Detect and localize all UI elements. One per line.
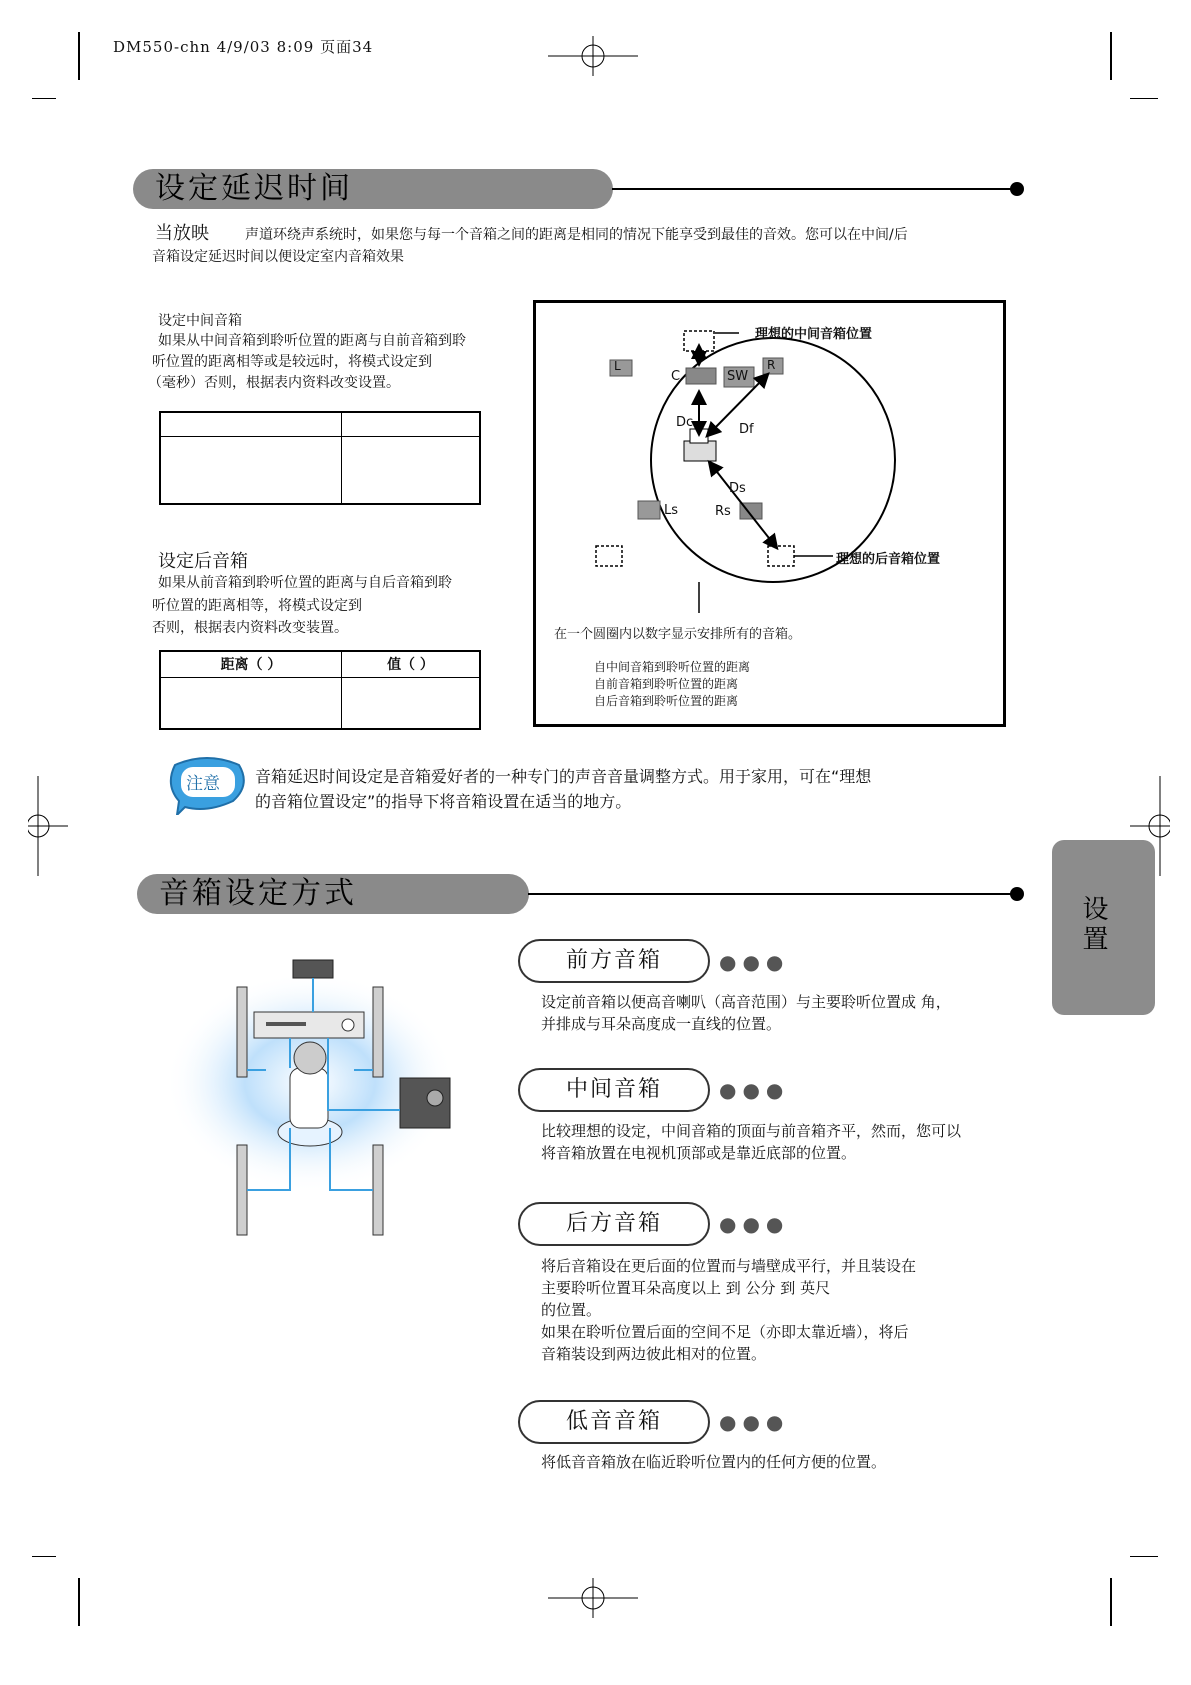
crop-mark bbox=[1110, 1578, 1112, 1626]
crop-mark bbox=[32, 1556, 56, 1557]
speaker-Ls-label: Ls bbox=[664, 503, 679, 518]
section-rule-dot bbox=[1010, 182, 1024, 196]
front-speakers-line-1: 设定前音箱以便高音喇叭（高音范围）与主要聆听位置成 角， bbox=[541, 993, 951, 1011]
table-cell bbox=[160, 436, 342, 504]
title-dots: ●●● bbox=[719, 1212, 790, 1236]
note-line-2: 的音箱位置设定”的指导下将音箱设置在适当的地方。 bbox=[255, 792, 632, 811]
definition-Dc: 自中间音箱到聆听位置的距离 bbox=[594, 660, 751, 674]
rear-speakers-line-2: 主要聆听位置耳朵高度以上 到 公分 到 英尺 bbox=[541, 1279, 831, 1297]
diagram-caption: 在一个圆圈内以数字显示安排所有的音箱。 bbox=[554, 627, 802, 642]
center-speaker-title: 中间音箱 bbox=[518, 1068, 710, 1112]
center-setting-line-2: 听位置的距离相等或是较远时，将模式设定到 bbox=[152, 354, 432, 370]
rear-setting-line-3: 否则，根据表内资料改变装置。 bbox=[152, 620, 348, 636]
note-badge-label: 注意 bbox=[186, 774, 220, 794]
speaker-Rs-label: Rs bbox=[715, 504, 731, 519]
table-cell bbox=[342, 412, 481, 436]
home-theater-illustration bbox=[170, 950, 470, 1240]
note-line-1: 音箱延迟时间设定是音箱爱好者的一种专门的声音音量调整方式。用于家用，可在“理想 bbox=[255, 767, 872, 786]
label-ideal-rear: 理想的后音箱位置 bbox=[836, 552, 941, 567]
subwoofer-line-1: 将低音音箱放在临近聆听位置内的任何方便的位置。 bbox=[541, 1453, 887, 1471]
speaker-layout-diagram bbox=[533, 300, 1006, 727]
subwoofer-title: 低音音箱 bbox=[518, 1400, 710, 1444]
crop-mark bbox=[1110, 32, 1112, 80]
rear-delay-table bbox=[159, 650, 481, 730]
center-speaker-line-2: 将音箱放置在电视机顶部或是靠近底部的位置。 bbox=[541, 1144, 857, 1162]
crop-mark bbox=[78, 32, 80, 80]
speaker-L-label: L bbox=[614, 359, 621, 373]
rear-speakers-line-5: 音箱装设到两边彼此相对的位置。 bbox=[541, 1345, 767, 1363]
title-dots: ●●● bbox=[719, 950, 790, 974]
section-title-placement: 音箱设定方式 bbox=[137, 874, 529, 914]
front-speakers-line-2: 并排成与耳朵高度成一直线的位置。 bbox=[541, 1015, 782, 1033]
rear-speakers-title: 后方音箱 bbox=[518, 1202, 710, 1246]
registration-mark-bottom bbox=[548, 1578, 638, 1618]
table-cell bbox=[160, 412, 342, 436]
table-cell bbox=[160, 677, 342, 729]
crop-mark bbox=[32, 98, 56, 99]
crop-mark bbox=[1130, 98, 1158, 99]
speaker-C-label: C bbox=[671, 369, 681, 384]
rear-setting-line-2: 听位置的距离相等，将模式设定到 bbox=[152, 598, 362, 614]
crop-mark bbox=[1130, 1556, 1158, 1557]
center-delay-table bbox=[159, 411, 481, 505]
title-dots: ●●● bbox=[719, 1410, 790, 1434]
registration-mark-left bbox=[28, 776, 68, 876]
definition-Ds: 自后音箱到聆听位置的距离 bbox=[594, 694, 739, 708]
center-setting-heading: 设定中间音箱 bbox=[158, 313, 242, 329]
section-rule bbox=[612, 188, 1012, 190]
rear-setting-line-1: 如果从前音箱到聆听位置的距离与自后音箱到聆 bbox=[158, 575, 452, 591]
table-cell bbox=[342, 677, 481, 729]
label-ideal-center: 理想的中间音箱位置 bbox=[755, 327, 873, 342]
rear-speakers-line-1: 将后音箱设在更后面的位置而与墙壁成平行，并且装设在 bbox=[541, 1257, 917, 1275]
intro-lead: 当放映 bbox=[155, 223, 209, 244]
speaker-R-label: R bbox=[767, 358, 776, 372]
table-header-value: 值（ ） bbox=[342, 651, 481, 677]
table-header-distance: 距离（ ） bbox=[160, 651, 342, 677]
registration-mark-top bbox=[548, 36, 638, 76]
speaker-SW-label: SW bbox=[727, 369, 749, 384]
intro-line-1: 声道环绕声系统时，如果您与每一个音箱之间的距离是相同的情况下能享受到最佳的音效。您可以在中间/后 bbox=[245, 227, 908, 243]
rear-speakers-line-3: 的位置。 bbox=[541, 1301, 602, 1319]
title-dots: ●●● bbox=[719, 1078, 790, 1102]
front-speakers-title: 前方音箱 bbox=[518, 939, 710, 983]
rear-setting-heading: 设定后音箱 bbox=[158, 551, 248, 572]
print-header: DM550-chn 4/9/03 8:09 页面34 bbox=[113, 38, 374, 56]
crop-mark bbox=[78, 1578, 80, 1626]
distance-Dc-label: Dc bbox=[676, 415, 694, 430]
distance-Ds-label: Ds bbox=[729, 481, 746, 496]
section-title-delay: 设定延迟时间 bbox=[133, 169, 613, 209]
rear-speakers-line-4: 如果在聆听位置后面的空间不足（亦即太靠近墙），将后 bbox=[541, 1323, 909, 1341]
distance-Df-label: Df bbox=[739, 422, 754, 437]
section-rule bbox=[528, 893, 1012, 895]
table-cell bbox=[342, 436, 481, 504]
center-setting-line-1: 如果从中间音箱到聆听位置的距离与自前音箱到聆 bbox=[158, 333, 466, 349]
center-speaker-line-1: 比较理想的设定，中间音箱的顶面与前音箱齐平，然而，您可以 bbox=[541, 1122, 962, 1140]
section-rule-dot bbox=[1010, 887, 1024, 901]
definition-Df: 自前音箱到聆听位置的距离 bbox=[594, 677, 739, 691]
intro-line-2: 音箱设定延迟时间以便设定室内音箱效果 bbox=[152, 249, 404, 265]
center-setting-line-3: （毫秒）否则，根据表内资料改变设置。 bbox=[148, 375, 400, 391]
side-chapter-label: 设置 bbox=[1078, 895, 1108, 955]
